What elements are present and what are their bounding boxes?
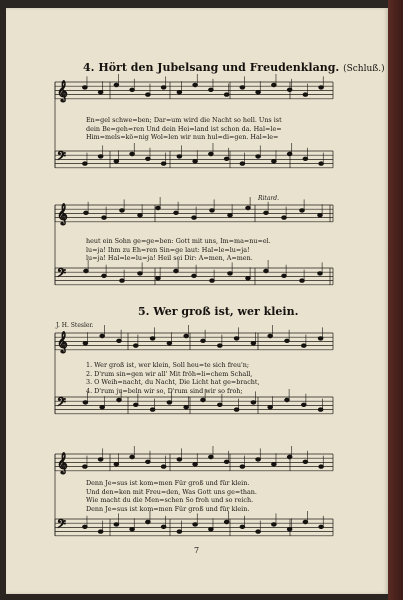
lyric-line: 2. D'rum sin=gen wir all' Mit fröh=li=chem Schall, bbox=[86, 369, 253, 378]
notehead bbox=[303, 460, 308, 463]
notehead bbox=[100, 406, 105, 409]
notehead bbox=[234, 337, 239, 340]
notehead bbox=[138, 272, 143, 275]
notehead bbox=[193, 523, 198, 526]
notehead bbox=[251, 342, 256, 345]
treble-clef-icon: 𝄞 bbox=[57, 453, 68, 474]
notehead bbox=[246, 277, 251, 280]
notehead bbox=[209, 528, 214, 531]
notehead bbox=[268, 334, 273, 337]
notehead bbox=[228, 272, 233, 275]
notehead bbox=[234, 408, 239, 411]
notehead bbox=[98, 530, 103, 533]
notehead bbox=[272, 160, 277, 163]
lyric-line: En=gel schwe=ben; Dar=um wird die Nacht so hell. Uns ist bbox=[86, 116, 282, 124]
notehead bbox=[102, 274, 107, 277]
notehead bbox=[240, 525, 245, 528]
notehead bbox=[134, 344, 139, 347]
notehead bbox=[177, 530, 182, 533]
notehead bbox=[161, 465, 166, 468]
notehead bbox=[287, 528, 292, 531]
lyric-line: 3. O Weih=nacht, du Nacht, Die Licht hat ge=bracht, bbox=[86, 378, 260, 387]
notehead bbox=[256, 530, 261, 533]
bass-clef-icon: 𝄢 bbox=[57, 518, 67, 534]
lyric-line: 4. D'rum ju=beln wir so, D'rum sind wir so froh; bbox=[86, 386, 243, 395]
notehead bbox=[174, 211, 179, 214]
notehead bbox=[156, 277, 161, 280]
notehead bbox=[218, 403, 223, 406]
notehead bbox=[303, 157, 308, 160]
notehead bbox=[161, 525, 166, 528]
notehead bbox=[83, 162, 88, 165]
notehead bbox=[201, 339, 206, 342]
lyric-line: heut ein Sohn ge=ge=ben: Gott mit uns, Im=ma=nu=el. bbox=[86, 237, 271, 245]
notehead bbox=[117, 339, 122, 342]
notehead bbox=[184, 334, 189, 337]
notehead bbox=[98, 155, 103, 158]
notehead bbox=[287, 88, 292, 91]
notehead bbox=[114, 523, 119, 526]
song4-title bbox=[83, 61, 385, 74]
notehead bbox=[256, 458, 261, 461]
notehead bbox=[264, 211, 269, 214]
notehead bbox=[268, 406, 273, 409]
notehead bbox=[318, 408, 323, 411]
notehead bbox=[102, 216, 107, 219]
notehead bbox=[318, 337, 323, 340]
bass-clef-icon: 𝄢 bbox=[57, 150, 67, 166]
notehead bbox=[224, 520, 229, 523]
notehead bbox=[319, 525, 324, 528]
notehead bbox=[272, 463, 277, 466]
song4-system2-lyrics bbox=[86, 237, 271, 263]
notehead bbox=[130, 88, 135, 91]
notehead bbox=[210, 279, 215, 282]
notehead bbox=[256, 91, 261, 94]
notehead bbox=[161, 86, 166, 89]
notehead bbox=[224, 460, 229, 463]
notehead bbox=[224, 93, 229, 96]
bass-clef-icon: 𝄢 bbox=[57, 267, 67, 283]
notehead bbox=[251, 401, 256, 404]
notehead bbox=[83, 86, 88, 89]
notehead bbox=[300, 279, 305, 282]
notehead bbox=[84, 211, 89, 214]
notehead bbox=[114, 463, 119, 466]
notehead bbox=[120, 209, 125, 212]
notehead bbox=[210, 209, 215, 212]
notehead bbox=[209, 455, 214, 458]
notehead bbox=[302, 344, 307, 347]
notehead bbox=[146, 520, 151, 523]
notehead bbox=[193, 160, 198, 163]
song4-title-suffix: (Schluß.) bbox=[343, 64, 385, 74]
notehead bbox=[98, 458, 103, 461]
notehead bbox=[256, 155, 261, 158]
notehead bbox=[319, 86, 324, 89]
notehead bbox=[177, 91, 182, 94]
song4-system1-lyrics bbox=[86, 116, 282, 142]
notehead bbox=[218, 344, 223, 347]
song5-composer: J. H. Stesler. bbox=[56, 322, 94, 329]
notehead bbox=[287, 152, 292, 155]
notehead bbox=[282, 274, 287, 277]
notehead bbox=[100, 334, 105, 337]
notehead bbox=[177, 458, 182, 461]
lyric-line: Wie macht du die Men=schen So froh und so reich. bbox=[86, 496, 254, 505]
notehead bbox=[114, 160, 119, 163]
notehead bbox=[240, 162, 245, 165]
notehead bbox=[282, 216, 287, 219]
notehead bbox=[319, 465, 324, 468]
notehead bbox=[83, 465, 88, 468]
notehead bbox=[192, 274, 197, 277]
lyric-line: lu=ja! Ihm zu Eh=ren Sin=ge laut: Hal=le=lu=ja! bbox=[86, 245, 250, 254]
notehead bbox=[146, 157, 151, 160]
lyric-line: Und den=ken mit Freu=den, Was Gott uns ge=than. bbox=[86, 487, 257, 496]
notehead bbox=[84, 269, 89, 272]
notehead bbox=[114, 83, 119, 86]
notehead bbox=[174, 269, 179, 272]
notehead bbox=[138, 214, 143, 217]
notehead bbox=[146, 93, 151, 96]
notehead bbox=[184, 406, 189, 409]
notehead bbox=[209, 152, 214, 155]
lyric-line: lu=ja! Hal=le=lu=ja! Heil sei Dir: A=men, A=men. bbox=[86, 254, 253, 263]
notehead bbox=[285, 339, 290, 342]
notehead bbox=[161, 162, 166, 165]
notehead bbox=[318, 214, 323, 217]
notehead bbox=[319, 162, 324, 165]
lyric-line: Him=mels=kö=nig Wol=len wir nun hul=di=gen. Hal=le= bbox=[86, 133, 279, 142]
notehead bbox=[318, 272, 323, 275]
notehead bbox=[272, 83, 277, 86]
page-number: 7 bbox=[194, 546, 200, 555]
notehead bbox=[193, 463, 198, 466]
treble-clef-icon: 𝄞 bbox=[57, 332, 68, 353]
notehead bbox=[300, 209, 305, 212]
notehead bbox=[287, 455, 292, 458]
notehead bbox=[156, 206, 161, 209]
notehead bbox=[117, 398, 122, 401]
notehead bbox=[83, 525, 88, 528]
bass-clef-icon: 𝄢 bbox=[57, 396, 67, 412]
notehead bbox=[98, 91, 103, 94]
song5-system1-lyrics bbox=[86, 361, 260, 395]
notehead bbox=[285, 398, 290, 401]
notehead bbox=[303, 93, 308, 96]
song5-system2-lyrics bbox=[86, 479, 257, 513]
notehead bbox=[150, 337, 155, 340]
notehead bbox=[146, 460, 151, 463]
notehead bbox=[130, 455, 135, 458]
notehead bbox=[130, 528, 135, 531]
notehead bbox=[303, 520, 308, 523]
notehead bbox=[240, 86, 245, 89]
lyric-line: Denn Je=sus ist kom=men Für groß und für klein. bbox=[86, 479, 250, 487]
notehead bbox=[240, 465, 245, 468]
treble-clef-icon: 𝄞 bbox=[57, 81, 68, 102]
notehead bbox=[120, 279, 125, 282]
notehead bbox=[167, 342, 172, 345]
treble-clef-icon: 𝄞 bbox=[57, 204, 68, 225]
notehead bbox=[302, 403, 307, 406]
notehead bbox=[192, 216, 197, 219]
notehead bbox=[83, 342, 88, 345]
notehead bbox=[272, 523, 277, 526]
notehead bbox=[201, 398, 206, 401]
song5-title: 5. Wer groß ist, wer klein. bbox=[138, 305, 299, 318]
lyric-line: Denn Je=sus ist kom=men Für groß und für klein. bbox=[86, 504, 250, 513]
notehead bbox=[177, 155, 182, 158]
song4-title-text: 4. Hört den Jubelsang und Freudenklang. bbox=[83, 61, 340, 74]
notehead bbox=[209, 88, 214, 91]
ritard-marking: Ritard. bbox=[258, 195, 280, 202]
notehead bbox=[246, 206, 251, 209]
notehead bbox=[193, 83, 198, 86]
notehead bbox=[134, 403, 139, 406]
notehead bbox=[264, 269, 269, 272]
notehead bbox=[130, 152, 135, 155]
lyric-line: dein Be=geh=ren Und dein Hei=land ist schon da. Hal=le= bbox=[86, 124, 282, 133]
notehead bbox=[224, 157, 229, 160]
notehead bbox=[228, 214, 233, 217]
notehead bbox=[150, 408, 155, 411]
notehead bbox=[83, 401, 88, 404]
notehead bbox=[167, 401, 172, 404]
lyric-line: 1. Wer groß ist, wer klein, Soll heu=te sich freu'n; bbox=[86, 361, 250, 369]
